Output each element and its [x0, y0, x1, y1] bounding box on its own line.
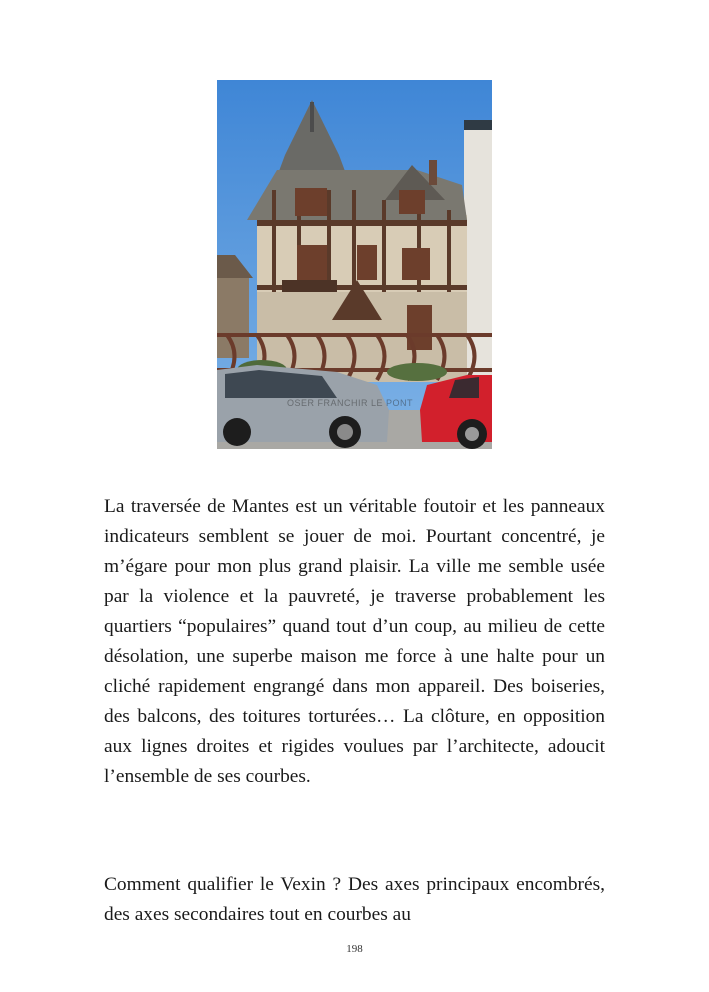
paragraph-2: Comment qualifier le Vexin ? Des axes principaux encombrés, des axes secondaires tout en courbes au [104, 874, 605, 925]
photo-watermark: OSER FRANCHIR LE PONT [287, 398, 414, 408]
page-number: 198 [346, 943, 363, 955]
house-photo [217, 80, 492, 449]
paragraph-1: La traversée de Mantes est un véritable foutoir et les panneaux indicateurs semblent se jouer de moi. Pourtant concentré, je m’égare pour mon plus grand plaisir. La ville me semble usée par la violence et la pauvreté, je traverse probablement les quartiers “populaires” quand tout d’un coup, au milieu de cette désolation, une superbe maison me force à une halte pour un cliché rapidement engrangé dans mon appareil. Des boiseries, des balcons, des toitures torturées… La clôture, en opposition aux lignes droites et rigides voulues par l’architecte, adoucit l’ensemble de ses courbes. [104, 496, 605, 787]
